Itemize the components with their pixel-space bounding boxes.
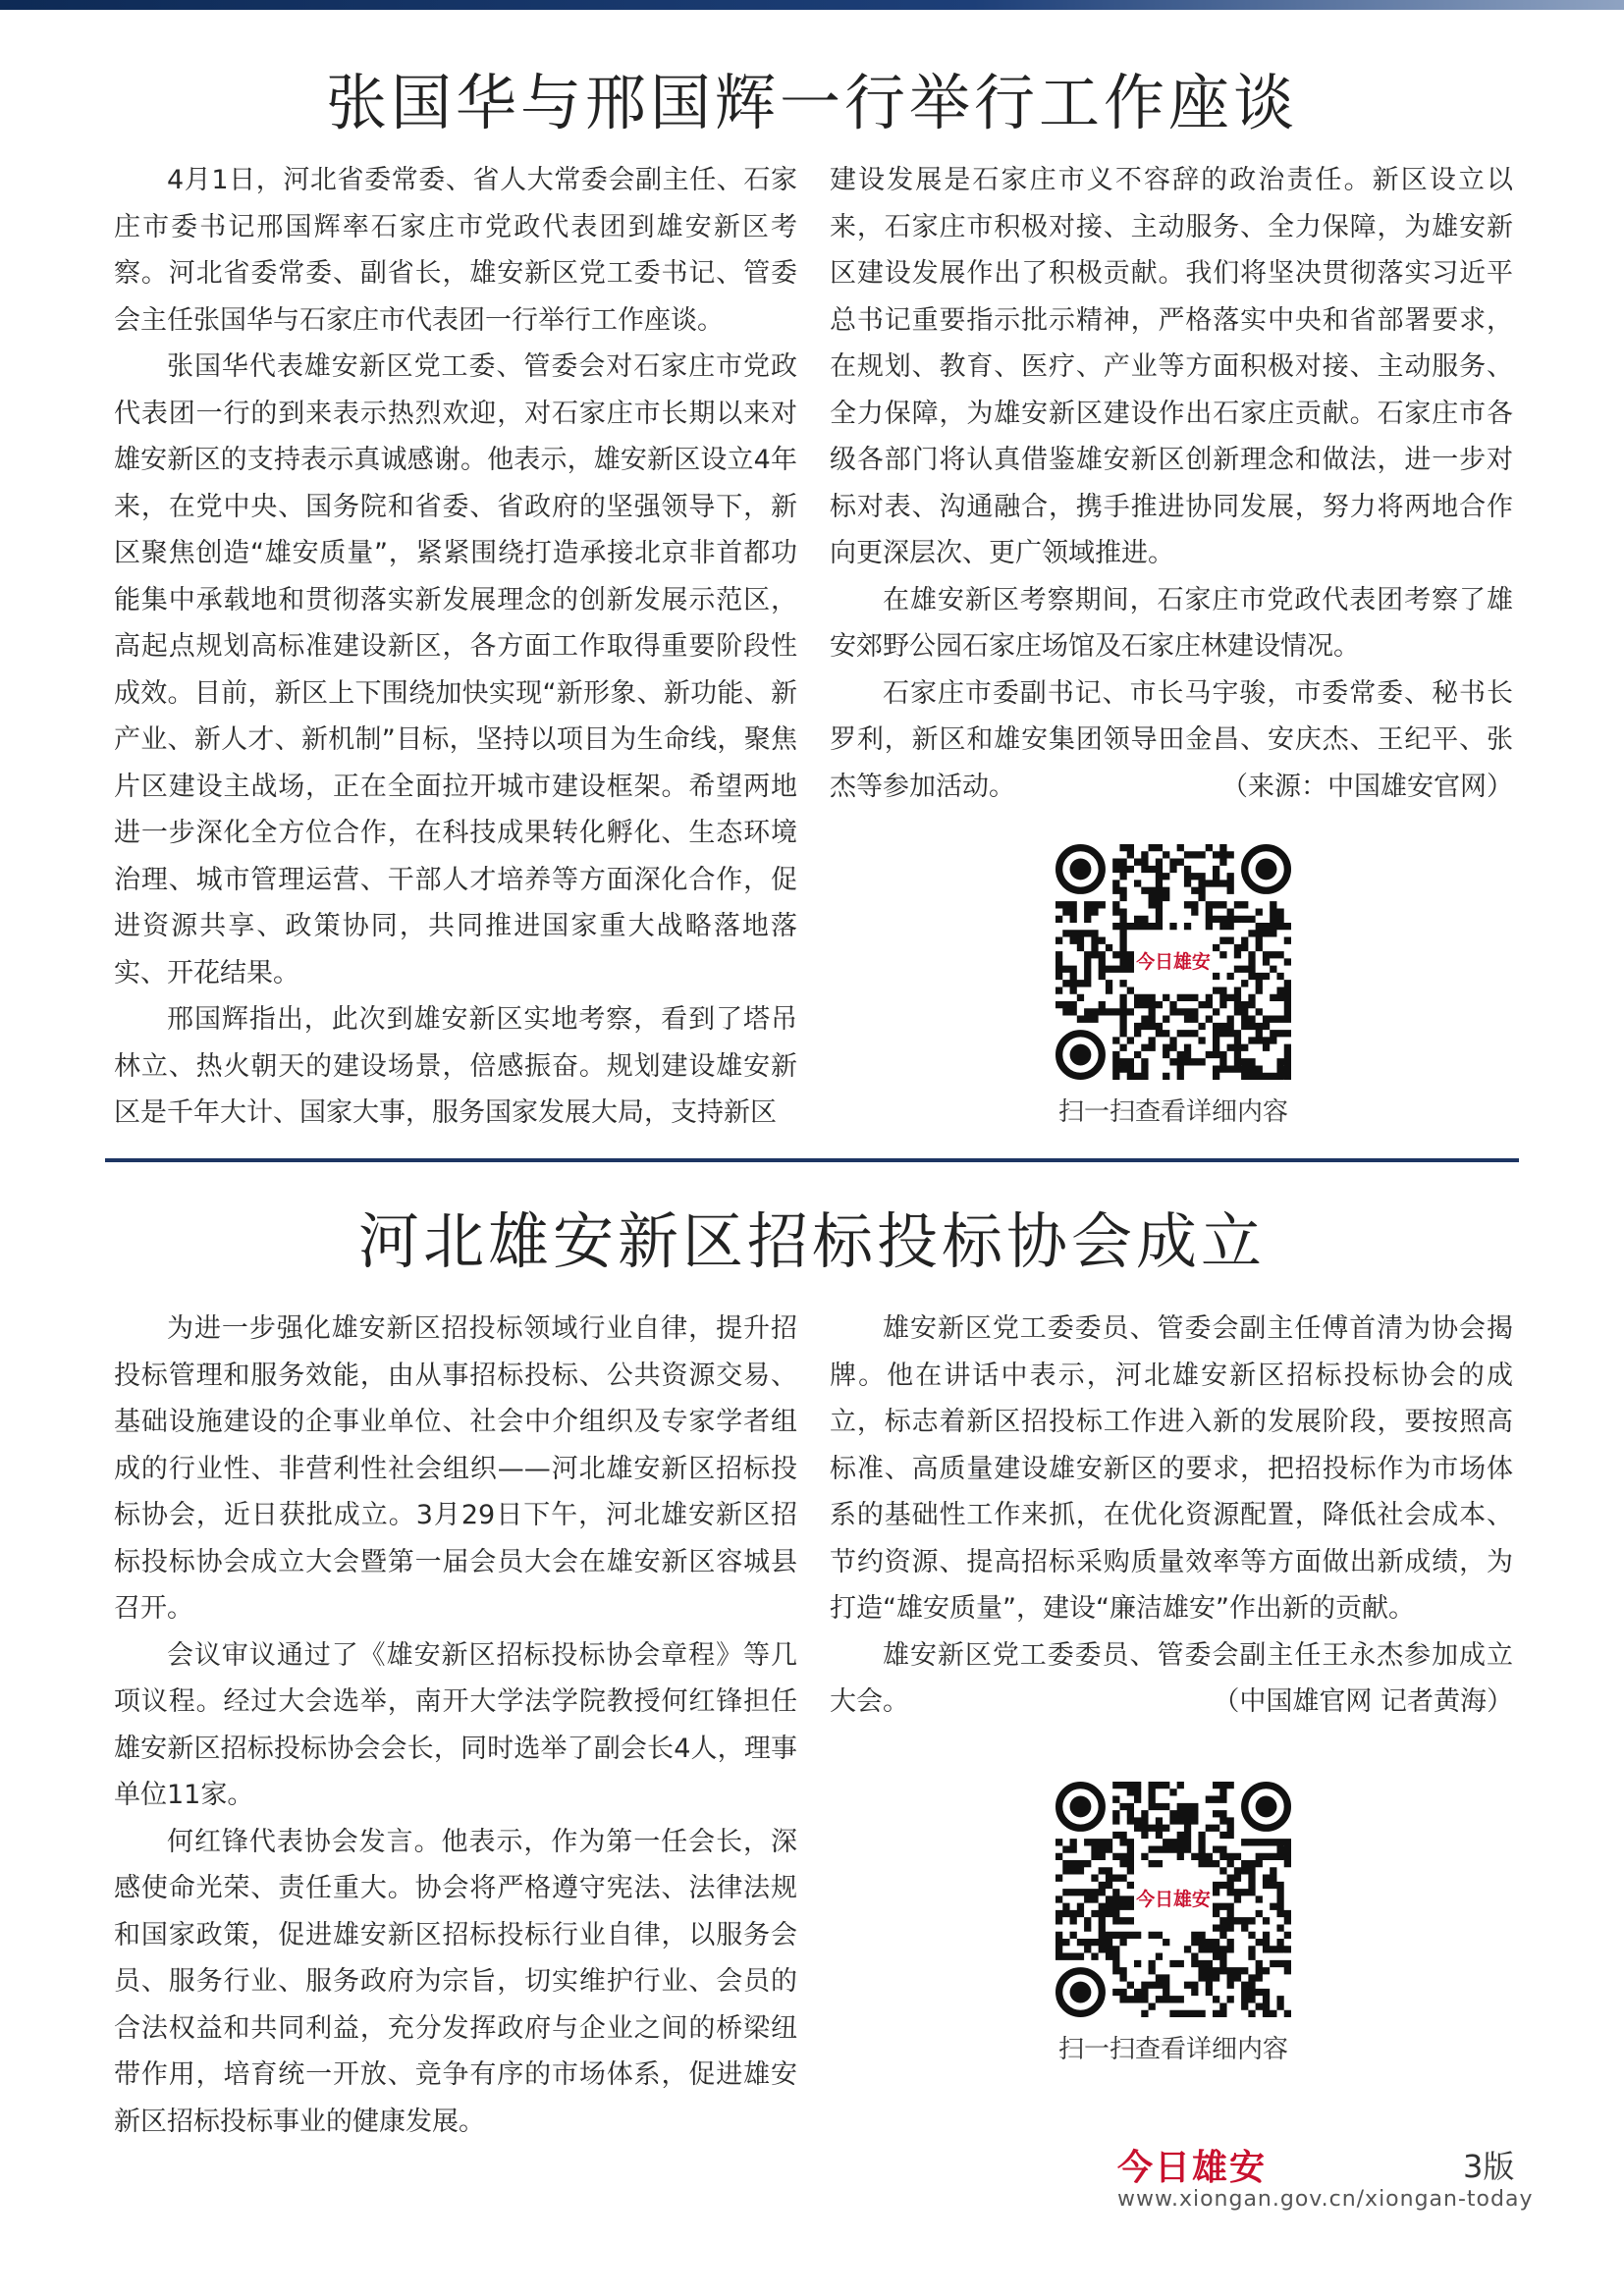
article2-paragraph <box>830 1632 1513 1726</box>
article2-closing-text: 雄安新区党工委委员、管委会副主任王永杰参加成立大会。 <box>830 1639 1513 1717</box>
qr-finder-dot <box>1070 1796 1092 1818</box>
qr-code-graphic <box>1056 844 1291 1080</box>
article1-paragraph: 邢国辉指出，此次到雄安新区实地考察，看到了塔吊林立、热火朝天的建设场景，倍感振奋。规划建设雄安新区是千年大计、国家大事，服务国家发展大局，支持新区 <box>114 1004 797 1128</box>
qr-finder-dot <box>1256 1796 1277 1818</box>
article1-qr-block[interactable] <box>997 844 1350 1128</box>
article1-paragraph-continued: 建设发展是石家庄市义不容辞的政治责任。新区设立以来，石家庄市积极对接、主动服务、全力保障，为雄安新区建设发展作出了积极贡献。我们将坚决贯彻落实习近平总书记重要指示批示精神，严格落实中央和省部署要求，在规划、教育、医疗、产业等方面积极对接、主动服务、全力保障，为雄安新区建设作出石家庄贡献。石家庄市各级各部门将认真借鉴雄安新区创新理念和做法，进一步对标对表、沟通融合，携手推进协同发展，努力将两地合作向更深层次、更广领域推进。 <box>830 165 1513 568</box>
article1-paragraph: 张国华代表雄安新区党工委、管委会对石家庄市党政代表团一行的到来表示热烈欢迎，对石家庄市长期以来对雄安新区的支持表示真诚感谢。他表示，雄安新区设立4年来，在党中央、国务院和省委、省政府的坚强领导下，新区聚焦创造“雄安质量”，紧紧围绕打造承接北京非首都功能集中承载地和贯彻落实新发展理念的创新发展示范区，高起点规划高标准建设新区，各方面工作取得重要阶段性成效。目前，新区上下围绕加快实现“新形象、新功能、新产业、新人才、新机制”目标，坚持以项目为生命线，聚焦片区建设主战场，正在全面拉开城市建设框架。希望两地进一步深化全方位合作，在科技成果转化孵化、生态环境治理、城市管理运营、干部人才培养等方面深化合作，促进资源共享、政策协同，共同推进国家重大战略落地落实、开花结果。 <box>114 351 797 988</box>
qr-finder-dot <box>1070 1982 1092 2003</box>
article2-paragraph: 会议审议通过了《雄安新区招标投标协会章程》等几项议程。经过大会选举，南开大学法学院教授何红锋担任雄安新区招标投标协会会长，同时选举了副会长4人，理事单位11家。 <box>114 1639 797 1810</box>
article1-left-column <box>114 157 797 1137</box>
article1-headline: 张国华与邢国辉一行举行工作座谈 <box>325 67 1298 138</box>
article1-source: （来源：中国雄安官网） <box>1221 771 1513 802</box>
top-accent-bar <box>0 0 1624 10</box>
article2-source: （中国雄官网 记者黄海） <box>1213 1686 1513 1717</box>
article1-paragraph: 在雄安新区考察期间，石家庄市党政代表团考察了雄安郊野公园石家庄场馆及石家庄林建设情况。 <box>830 584 1513 662</box>
qr-code-graphic <box>1056 1782 1291 2017</box>
qr-caption: 扫一扫查看详细内容 <box>1057 2035 1288 2064</box>
article1-right-column <box>830 157 1513 810</box>
page-number: 3版 <box>1463 2148 1515 2185</box>
qr-center-logo: 今日雄安 <box>1136 950 1211 973</box>
article2-paragraph: 为进一步强化雄安新区招投标领域行业自律，提升招投标管理和服务效能，由从事招标投标、公共资源交易、基础设施建设的企事业单位、社会中介组织及专家学者组成的行业性、非营利性社会组织——河北雄安新区招标投标协会，近日获批成立。3月29日下午，河北雄安新区招标投标协会成立大会暨第一届会员大会在雄安新区容城县召开。 <box>114 1313 797 1624</box>
article1-closing-text: 石家庄市委副书记、市长马宇骏，市委常委、秘书长罗利，新区和雄安集团领导田金昌、安庆杰、王纪平、张杰等参加活动。 <box>830 677 1513 802</box>
qr-code-icon[interactable] <box>1056 844 1291 1080</box>
section-divider <box>105 1158 1519 1162</box>
article2-qr-block[interactable] <box>997 1782 1350 2065</box>
qr-finder-dot <box>1070 859 1092 881</box>
article2-headline: 河北雄安新区招标投标协会成立 <box>357 1205 1266 1277</box>
qr-caption: 扫一扫查看详细内容 <box>1057 1097 1288 1127</box>
article2-left-column <box>114 1306 797 2145</box>
article1-paragraph <box>830 670 1513 811</box>
footer-logo: 今日雄安 <box>1117 2147 1268 2188</box>
article2-paragraph: 何红锋代表协会发言。他表示，作为第一任会长，深感使命光荣、责任重大。协会将严格遵守宪法、法律法规和国家政策，促进雄安新区招标投标行业自律，以服务会员、服务行业、服务政府为宗旨，切实维护行业、会员的合法权益和共同利益，充分发挥政府与企业之间的桥梁纽带作用，培育统一开放、竞争有序的市场体系，促进雄安新区招标投标事业的健康发展。 <box>114 1826 797 2137</box>
article2-right-column <box>830 1306 1513 1726</box>
qr-finder-dot <box>1070 1044 1092 1066</box>
qr-code-icon[interactable] <box>1056 1782 1291 2017</box>
footer-url[interactable]: www.xiongan.gov.cn/xiongan-today <box>1117 2187 1534 2212</box>
article2-paragraph: 雄安新区党工委委员、管委会副主任傅首清为协会揭牌。他在讲话中表示，河北雄安新区招标投标协会的成立，标志着新区招投标工作进入新的发展阶段，要按照高标准、高质量建设雄安新区的要求，把招投标作为市场体系的基础性工作来抓，在优化资源配置，降低社会成本、节约资源、提高招标采购质量效率等方面做出新成绩，为打造“雄安质量”，建设“廉洁雄安”作出新的贡献。 <box>830 1313 1513 1624</box>
article1-paragraph: 4月1日，河北省委常委、省人大常委会副主任、石家庄市委书记邢国辉率石家庄市党政代表团到雄安新区考察。河北省委常委、副省长，雄安新区党工委书记、管委会主任张国华与石家庄市代表团一行举行工作座谈。 <box>114 165 797 336</box>
qr-center-logo: 今日雄安 <box>1136 1888 1211 1910</box>
qr-finder-dot <box>1256 859 1277 881</box>
